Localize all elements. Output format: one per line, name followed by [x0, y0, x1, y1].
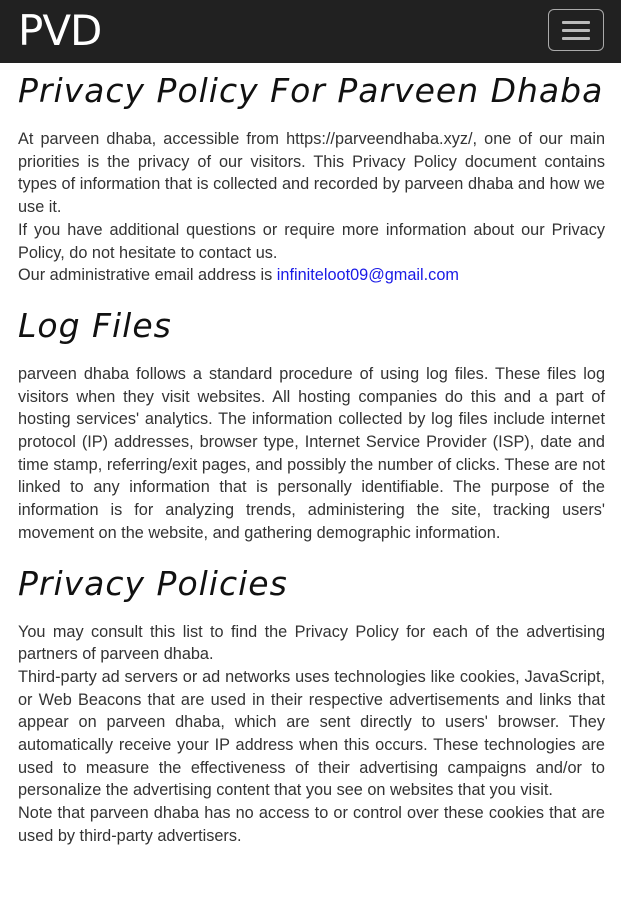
intro-text-1: At parveen dhaba, accessible from https://parveendhaba.xyz/, one of our main priorities is the privacy of our visitors. This Privacy Policy document contains types of information that is collected and recorded by parveen dhaba and how we use it. [18, 130, 605, 217]
privacy-policies-heading: Privacy Policies [18, 563, 288, 603]
brand-logo[interactable]: PVD [18, 6, 102, 55]
privacy-text-1: You may consult this list to find the Privacy Policy for each of the advertising partners of parveen dhaba. [18, 622, 605, 664]
menu-toggle-button[interactable] [548, 9, 604, 51]
intro-text-3: Our administrative email address is [18, 266, 277, 285]
log-files-heading: Log Files [18, 305, 172, 345]
main-content [0, 70, 621, 848]
hamburger-icon-line [562, 29, 590, 32]
intro-paragraph [18, 128, 605, 287]
navbar [0, 0, 621, 63]
hamburger-icon-line [562, 21, 590, 24]
hamburger-icon-line [562, 37, 590, 40]
page-title: Privacy Policy For Parveen Dhaba [18, 71, 604, 110]
email-link[interactable]: infiniteloot09@gmail.com [276, 266, 459, 285]
privacy-text-2: Third-party ad servers or ad networks uses technologies like cookies, JavaScript, or Web Beacons that are used in their respective advertisements and links that appear on parveen dhaba, which are sent directly to users' browser. They automatically receive your IP address when this occurs. These technologies are used to measure the effectiveness of their advertising campaigns and/or to personalize the advertising content that you see on websites that you visit. [18, 667, 605, 800]
privacy-text-3: Note that parveen dhaba has no access to or control over these cookies that are used by third-party advertisers. [18, 804, 605, 845]
privacy-policies-paragraph [18, 621, 605, 848]
log-files-paragraph: parveen dhaba follows a standard procedure of using log files. These files log visitors when they visit websites. All hosting companies do this and a part of hosting services' analytics. The information collected by log files include internet protocol (IP) addresses, browser type, Internet Service Provider (ISP), date and time stamp, referring/exit pages, and possibly the number of clicks. These are not linked to any information that is personally identifiable. The purpose of the information is for analyzing trends, administering the site, tracking users' movement on the website, and gathering demographic information. [18, 364, 605, 542]
intro-text-2: If you have additional questions or require more information about our Privacy Policy, do not hesitate to contact us. [18, 220, 605, 262]
